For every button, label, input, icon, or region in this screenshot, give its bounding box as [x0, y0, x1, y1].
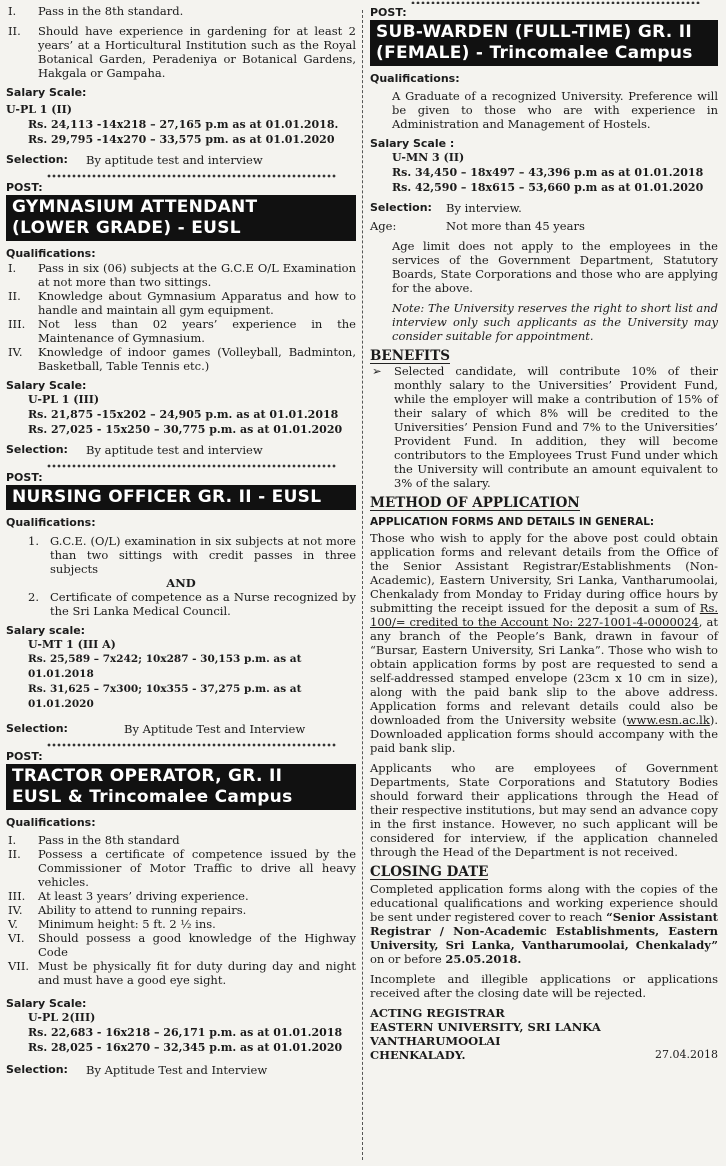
- salary-label: Salary Scale:: [6, 997, 87, 1010]
- closing-date-heading: CLOSING DATE: [370, 864, 489, 880]
- salary-label: Salary Scale:: [6, 86, 87, 99]
- post-label: POST:: [6, 471, 43, 484]
- list-item: I. Pass in six (06) subjects at the G.C.E O/L Examination at not more than two sittings.: [8, 261, 356, 289]
- salary-line: Rs. 21,875 -15x202 – 24,905 p.m. as at 01.01.2018: [28, 408, 339, 421]
- salary-line: Rs. 25,589 – 7x242; 10x287 - 30,153 p.m. as at 01.01.2018: [28, 653, 302, 680]
- qualifications-label: Qualifications:: [6, 816, 96, 829]
- rejection-paragraph: Incomplete and illegible applications or applications received after the closing date will be rejected.: [370, 972, 718, 1000]
- list-item: V. Minimum height: 5 ft. 2 ½ ins.: [8, 917, 216, 931]
- list-item: III. At least 3 years’ driving experience.: [8, 889, 249, 903]
- post-label: POST:: [370, 6, 407, 19]
- gardener-qualifications: [6, 4, 356, 80]
- list-item: 1. G.C.E. (O/L) examination in six subjects at not more than two sittings with credit passes in three subjects: [28, 534, 356, 576]
- benefits-heading: BENEFITS: [370, 348, 451, 364]
- issue-date: 27.04.2018: [655, 1048, 718, 1061]
- age-row: Age: Not more than 45 years: [370, 219, 585, 233]
- list-item: VI. Should possess a good knowledge of the Highway Code: [8, 931, 356, 959]
- selection-row: Selection: By Aptitude Test and Interview: [6, 1063, 268, 1077]
- salary-label: Salary scale:: [6, 624, 86, 637]
- list-item: I. Pass in the 8th standard: [8, 833, 180, 847]
- list-item: II. Should have experience in gardening for at least 2 years’ at a Horticultural Institution such as the Royal Botanical Garden, Peradeniya or Botanical Gardens, Hakgala or Gampaha.: [8, 24, 356, 80]
- list-item: II. Knowledge about Gymnasium Apparatus and how to handle and maintain all gym equipment.: [8, 289, 356, 317]
- shortlist-note: Note: The University reserves the right to short list and interview only such applicants as the University may consider suitable for appointment.: [392, 301, 718, 343]
- government-applicants-paragraph: Applicants who are employees of Government Departments, State Corporations and Statutory Bodies should forward their applications through the Head of their respective institutions, but may send an advance copy in the first instance. However, no such applicant will be considered for interview, if the application channeled through the Head of the Department is not received.: [370, 761, 718, 859]
- separator-ornament: [410, 0, 700, 4]
- signature-block: ACTING REGISTRAR EASTERN UNIVERSITY, SRI LANKA VANTHARUMOOLAI CHENKALADY. 27.04.2018: [370, 1006, 718, 1062]
- list-item: VII. Must be physically fit for duty during day and night and must have a good eye sight.: [8, 959, 356, 987]
- post-title-banner: SUB-WARDEN (FULL-TIME) GR. II (FEMALE) - Trincomalee Campus: [370, 20, 718, 66]
- salary-code: U-PL 1 (III): [28, 393, 100, 406]
- qualifications-text: A Graduate of a recognized University. Preference will be given to those who are with experience in Administration and Management of Hostels.: [392, 89, 718, 131]
- column-divider: [362, 10, 363, 1160]
- age-note: Age limit does not apply to the employees in the services of the Government Department, Statutory Boards, State Corporations and those who are applying for the above.: [392, 239, 718, 295]
- nursing-qualifications: [6, 534, 356, 618]
- selection-row: Selection: By aptitude test and interview: [6, 153, 263, 167]
- selection-row: Selection: By Aptitude Test and Interview: [6, 722, 306, 736]
- benefits-item: ➢ Selected candidate, will contribute 10% of their monthly salary to the Universities’ Provident Fund, while the employer will make a contribution of 15% of their salary of which 8% will be credited to the Universities’ Pension Fund and 7% to the Universities’ Provident Fund. In addition, they will become contributors to the Employees Trust Fund under which the University will contribute an amount equivalent to 3% of the salary.: [372, 364, 718, 490]
- gym-qualifications: [6, 261, 356, 373]
- post-label: POST:: [6, 750, 43, 763]
- list-item: IV. Ability to attend to running repairs.: [8, 903, 247, 917]
- separator-ornament: [46, 463, 336, 469]
- salary-line: Rs. 28,025 - 16x270 – 32,345 p.m. as at 01.01.2020: [28, 1041, 343, 1054]
- post-label: POST:: [6, 181, 43, 194]
- left-column: [6, 0, 356, 1077]
- closing-paragraph: Completed application forms along with the copies of the educational qualifications and working experience should be sent under registered cover to reach “Senior Assistant Registrar / Non-Academic Establishments, Eastern University, Sri Lanka, Vantharumoolai, Chenkalady” on or before 25.05.2018.: [370, 882, 718, 966]
- website-link[interactable]: www.esn.ac.lk: [626, 713, 710, 727]
- qualifications-label: Qualifications:: [6, 516, 96, 529]
- separator-ornament: [46, 173, 336, 179]
- post-title-banner: TRACTOR OPERATOR, GR. II EUSL & Trincomalee Campus: [6, 764, 356, 810]
- qualifications-label: Qualifications:: [6, 247, 96, 260]
- salary-line: Rs. 24,113 -14x218 – 27,165 p.m as at 01.01.2018.: [28, 118, 339, 131]
- right-column: [370, 0, 718, 1062]
- post-title-banner: NURSING OFFICER GR. II - EUSL: [6, 485, 356, 510]
- method-subheading: APPLICATION FORMS AND DETAILS IN GENERAL:: [370, 516, 655, 528]
- method-heading: METHOD OF APPLICATION: [370, 495, 580, 511]
- salary-code: U-PL 1 (II): [6, 103, 72, 116]
- list-item: I. Pass in the 8th standard.: [8, 4, 184, 18]
- post-title-banner: GYMNASIUM ATTENDANT (LOWER GRADE) - EUSL: [6, 195, 356, 241]
- selection-row: Selection: By interview.: [370, 201, 522, 215]
- salary-label: Salary Scale :: [370, 137, 455, 150]
- salary-line: Rs. 31,625 – 7x300; 10x355 - 37,275 p.m. as at 01.01.2020: [28, 683, 302, 710]
- salary-line: Rs. 42,590 – 18x615 – 53,660 p.m as at 01.01.2020: [392, 181, 704, 194]
- salary-label: Salary Scale:: [6, 379, 87, 392]
- salary-code: U-MT 1 (III A): [28, 638, 116, 651]
- and-conjunction: AND: [166, 576, 196, 590]
- list-item: IV. Knowledge of indoor games (Volleyball, Badminton, Basketball, Table Tennis etc.): [8, 345, 356, 373]
- separator-ornament: [46, 742, 336, 748]
- tractor-qualifications: [6, 833, 356, 987]
- salary-line: Rs. 34,450 – 18x497 – 43,396 p.m as at 01.01.2018: [392, 166, 704, 179]
- qualifications-label: Qualifications:: [370, 72, 460, 85]
- list-item: 2. Certificate of competence as a Nurse recognized by the Sri Lanka Medical Council.: [28, 590, 356, 618]
- list-item: II. Possess a certificate of competence issued by the Commissioner of Motor Traffic to drive all heavy vehicles.: [8, 847, 356, 889]
- arrow-bullet-icon: ➢: [372, 364, 382, 378]
- selection-row: Selection: By aptitude test and interview: [6, 443, 263, 457]
- salary-code: U-PL 2(III): [28, 1011, 96, 1024]
- list-item: III. Not less than 02 years’ experience in the Maintenance of Gymnasium.: [8, 317, 356, 345]
- salary-line: Rs. 22,683 - 16x218 – 26,171 p.m. as at 01.01.2018: [28, 1026, 343, 1039]
- salary-line: Rs. 27,025 - 15x250 – 30,775 p.m. as at 01.01.2020: [28, 423, 343, 436]
- salary-code: U-MN 3 (II): [392, 151, 465, 164]
- method-paragraph: Those who wish to apply for the above post could obtain application forms and relevant details from the Office of the Senior Assistant Registrar/Establishments (Non-Academic), Eastern University, Sri Lanka, Vantharumoolai, Chenkalady from Monday to Friday during office hours by submitting the receipt issued for the deposit a sum of Rs. 100/= credited to the Account No: 227-1001-4-0000024, at any branch of the People’s Bank, drawn in favour of “Bursar, Eastern University, Sri Lanka”. Those who wish to obtain application forms by post are requested to send a self-addressed stamped envelope (23cm x 10 cm in size), along with the paid bank slip to the above address. Application forms and relevant details could also be downloaded from the University website (www.esn.ac.lk). Downloaded application forms should accompany with the paid bank slip.: [370, 531, 719, 755]
- salary-line: Rs. 29,795 -14x270 – 33,575 pm. as at 01.01.2020: [28, 133, 335, 146]
